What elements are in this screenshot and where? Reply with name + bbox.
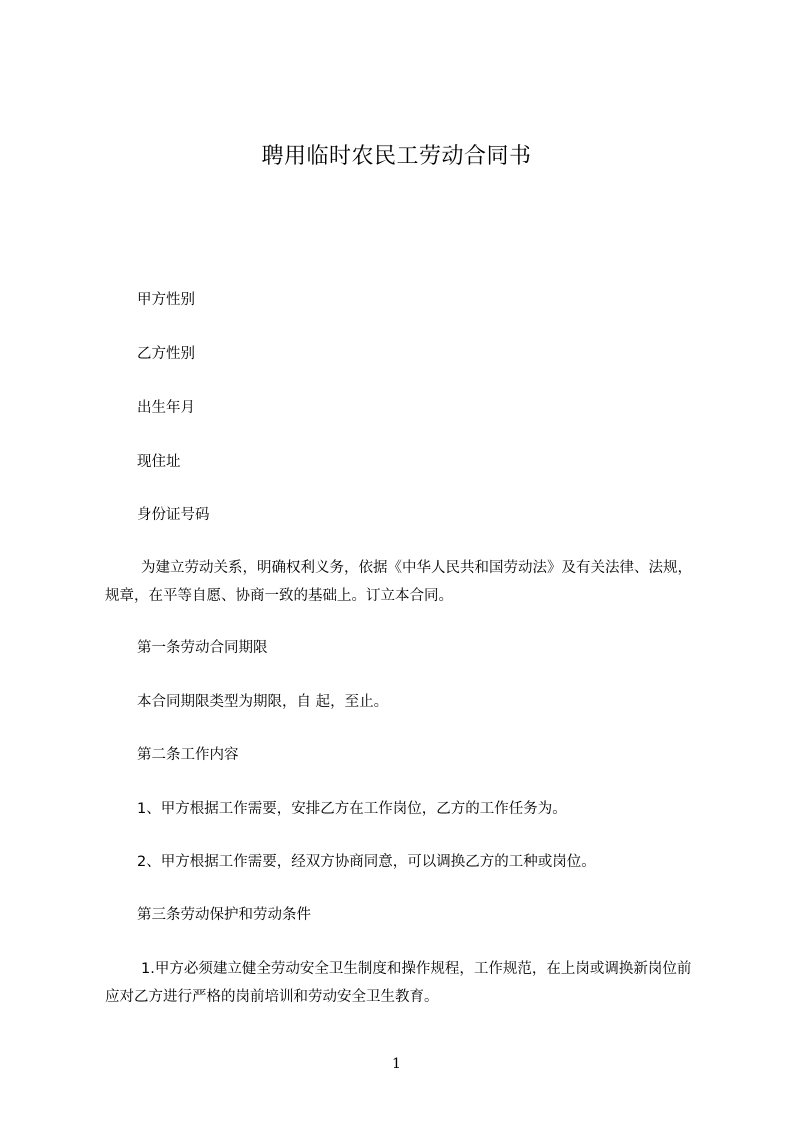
field-id-number: 身份证号码 xyxy=(137,507,210,523)
article3-heading: 第三条劳动保护和劳动条件 xyxy=(137,907,311,923)
article1-heading: 第一条劳动合同期限 xyxy=(137,640,268,656)
article2-item2: 2、甲方根据工作需要，经双方协商同意，可以调换乙方的工种或岗位。 xyxy=(137,854,596,870)
article3-item1: 1.甲方必须建立健全劳动安全卫生制度和操作规程，工作规范，在上岗或调换新岗位前应对乙方进行严格的岗前培训和劳动安全卫生教育。 xyxy=(105,961,692,1005)
field-birth-date: 出生年月 xyxy=(137,400,195,416)
article2-heading: 第二条工作内容 xyxy=(137,747,239,763)
document-title: 聘用临时农民工劳动合同书 xyxy=(261,144,532,169)
field-party-a-gender: 甲方性别 xyxy=(137,292,195,308)
field-current-address: 现住址 xyxy=(137,454,181,470)
page-number: 1 xyxy=(392,1056,401,1072)
field-party-b-gender: 乙方性别 xyxy=(137,346,195,362)
intro-paragraph: 为建立劳动关系，明确权利义务，依据《中华人民共和国劳动法》及有关法律、法规，规章，在平等自愿、协商一致的基础上。订立本合同。 xyxy=(105,560,692,604)
article1-body: 本合同期限类型为期限，自 起，至止。 xyxy=(137,694,389,710)
article2-item1: 1、甲方根据工作需要，安排乙方在工作岗位，乙方的工作任务为。 xyxy=(137,801,567,817)
